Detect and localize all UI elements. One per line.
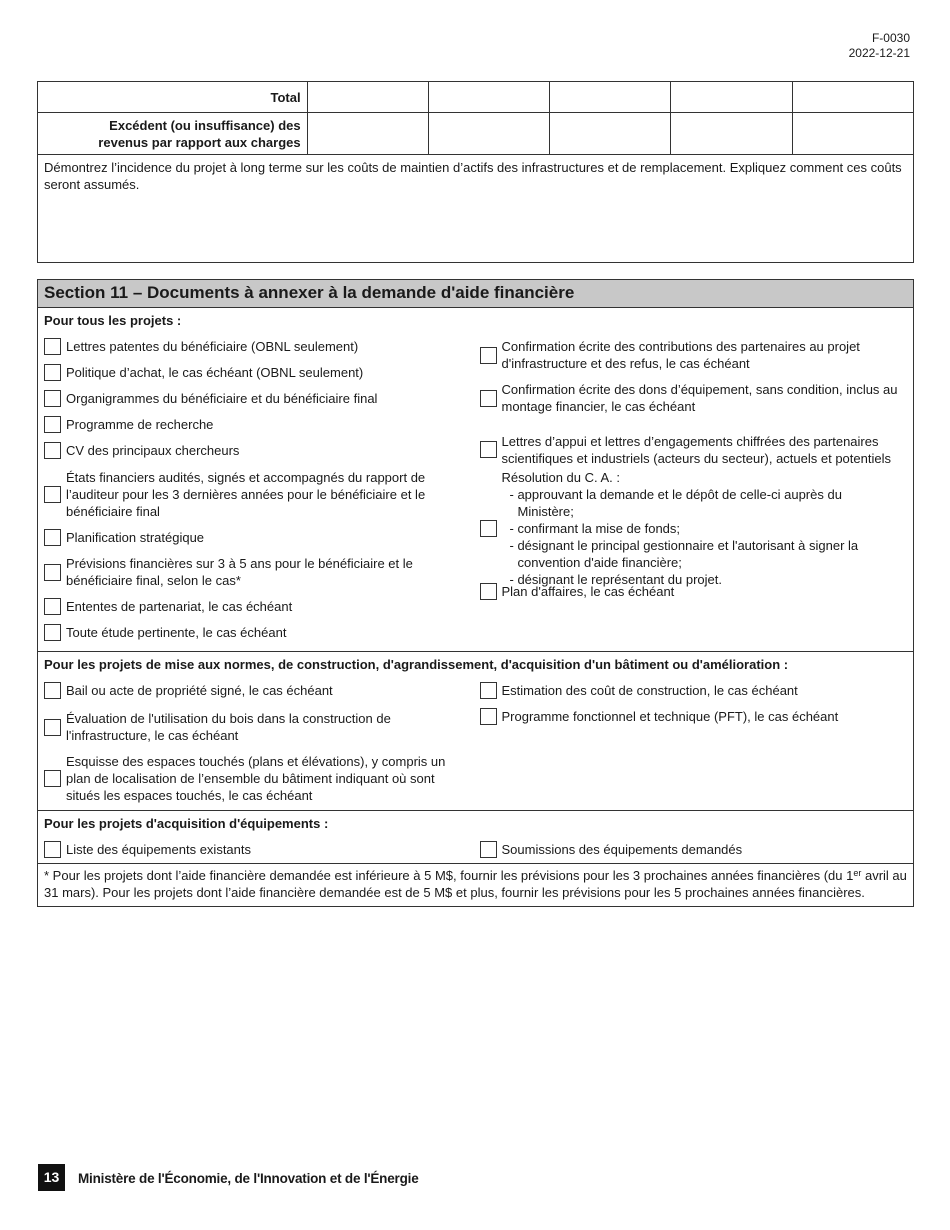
long-term-impact-question: Démontrez l’incidence du projet à long terme sur les coûts de maintien d’actifs des infrastructures et de remplacement. Expliquez comment ces coûts seront assumés. — [44, 160, 902, 192]
footnote-superscript: er — [853, 868, 862, 878]
checkbox-label: Programme fonctionnel et technique (PFT), le cas échéant — [501, 709, 839, 724]
footnote-part2: avril au 31 mars). Pour les projets dont l’aide financière demandée est de 5 M$ et plus, fournir les prévisions pour les 5 prochaines années financières. — [44, 868, 907, 900]
checkbox-label: Toute étude pertinente, le cas échéant — [66, 625, 287, 640]
surplus-cell-3[interactable] — [550, 113, 671, 155]
checkbox-item[interactable] — [44, 753, 476, 804]
left-column — [38, 682, 476, 804]
document-reference — [849, 31, 910, 61]
resolution-title: Résolution du C. A. : — [501, 469, 621, 485]
checkbox-item-resolution[interactable] — [480, 469, 914, 587]
checkbox-item[interactable] — [480, 381, 914, 415]
section-11 — [37, 279, 914, 907]
surplus-label-line1: Excédent (ou insuffisance) des — [109, 117, 301, 133]
right-column — [476, 338, 914, 641]
right-column — [476, 682, 914, 804]
resolution-bullet: - approuvant la demande et le dépôt de celle-ci auprès du — [509, 486, 842, 502]
ministry-name: Ministère de l'Économie, de l'Innovation et de l'Énergie — [78, 1171, 419, 1186]
checkbox-label: Liste des équipements existants — [66, 842, 251, 857]
checkbox-label: Bail ou acte de propriété signé, le cas échéant — [66, 683, 333, 698]
checkbox-item[interactable] — [44, 624, 476, 641]
checkbox[interactable] — [44, 486, 61, 503]
checkbox-label: Planification stratégique — [66, 530, 205, 545]
checkbox-item[interactable] — [44, 555, 476, 589]
total-cell-5[interactable] — [792, 82, 913, 113]
checkbox-item[interactable] — [44, 841, 476, 858]
group-title: Pour tous les projets : — [44, 313, 182, 328]
checkbox-label: Estimation des coût de construction, le cas échéant — [501, 683, 798, 698]
checkbox[interactable] — [44, 564, 61, 581]
section-title: Section 11 – Documents à annexer à la demande d'aide financière — [38, 280, 913, 308]
checkbox-label: Évaluation de l'utilisation du bois dans la construction de l'infrastructure, le cas échéant — [66, 711, 391, 743]
group-title: Pour les projets d'acquisition d'équipements : — [44, 816, 329, 831]
form-code: F-0030 — [871, 31, 910, 45]
surplus-cell-5[interactable] — [792, 113, 913, 155]
total-cell-1[interactable] — [307, 82, 428, 113]
checkbox-label: Soumissions des équipements demandés — [501, 842, 743, 857]
financial-table — [37, 81, 914, 263]
checkbox-item[interactable] — [44, 598, 476, 615]
checkbox-item[interactable] — [480, 708, 914, 725]
total-cell-3[interactable] — [550, 82, 671, 113]
resolution-text — [502, 469, 859, 588]
checkbox-label: Prévisions financières sur 3 à 5 ans pour le bénéficiaire et le bénéficiaire final, selon le cas* — [66, 556, 413, 588]
checkbox[interactable] — [44, 682, 61, 699]
checkbox[interactable] — [44, 598, 61, 615]
checkbox-item[interactable] — [44, 682, 476, 699]
page-number: 13 — [38, 1164, 65, 1191]
checkbox[interactable] — [44, 719, 61, 736]
checkbox-item[interactable] — [44, 529, 476, 546]
checkbox[interactable] — [44, 770, 61, 787]
group-title: Pour les projets de mise aux normes, de construction, d'agrandissement, d'acquisition d'un bâtiment ou d'amélioration : — [44, 657, 789, 672]
checkbox-label: Organigrammes du bénéficiaire et du bénéficiaire final — [66, 391, 378, 406]
table-row-surplus — [38, 113, 914, 155]
checkbox[interactable] — [44, 624, 61, 641]
checkbox-label: CV des principaux chercheurs — [66, 443, 240, 458]
checkbox[interactable] — [480, 441, 497, 458]
checkbox-item[interactable] — [44, 338, 476, 355]
checkbox-label: Confirmation écrite des contributions des partenaires au projet d'infrastructure et des refus, le cas échéant — [501, 339, 860, 371]
checkbox-item[interactable] — [480, 583, 914, 600]
left-column — [38, 841, 476, 858]
checkbox[interactable] — [480, 583, 497, 600]
long-term-impact-field[interactable] — [38, 155, 914, 263]
group-all-projects — [38, 308, 913, 652]
checkbox[interactable] — [480, 841, 497, 858]
checkbox[interactable] — [44, 416, 61, 433]
checkbox[interactable] — [44, 338, 61, 355]
total-cell-4[interactable] — [671, 82, 792, 113]
form-date: 2022-12-21 — [848, 46, 910, 60]
checkbox[interactable] — [480, 520, 497, 537]
checkbox[interactable] — [44, 442, 61, 459]
checkbox[interactable] — [480, 682, 497, 699]
checkbox-label: Programme de recherche — [66, 417, 214, 432]
checkbox[interactable] — [480, 390, 497, 407]
row-label-surplus — [38, 113, 308, 155]
table-row-question — [38, 155, 914, 263]
checkbox-label: Confirmation écrite des dons d’équipement, sans condition, inclus au montage financier, le cas échéant — [501, 382, 898, 414]
resolution-bullet-cont: Ministère; — [517, 503, 574, 519]
row-label-total: Total — [38, 82, 308, 113]
group-construction-projects — [38, 652, 913, 811]
checkbox-label: États financiers audités, signés et accompagnés du rapport de l’auditeur pour les 3 dernières années pour le bénéficiaire et le bénéficiaire final — [66, 470, 426, 519]
resolution-bullet: - désignant le principal gestionnaire et l'autorisant à signer la — [509, 537, 859, 553]
left-column — [38, 338, 476, 641]
checkbox-item[interactable] — [480, 424, 914, 475]
checkbox[interactable] — [44, 364, 61, 381]
checkbox-item[interactable] — [44, 416, 476, 433]
checkbox-item[interactable] — [44, 710, 476, 744]
checkbox-item[interactable] — [44, 364, 476, 381]
surplus-cell-1[interactable] — [307, 113, 428, 155]
checkbox-item[interactable] — [44, 390, 476, 407]
checkbox[interactable] — [480, 708, 497, 725]
checkbox-label: Politique d’achat, le cas échéant (OBNL seulement) — [66, 365, 364, 380]
checkbox-item[interactable] — [480, 338, 914, 372]
resolution-bullet: - désignant le représentant du projet. — [509, 571, 722, 587]
checkbox[interactable] — [44, 841, 61, 858]
footnote — [38, 864, 913, 906]
checkbox[interactable] — [480, 347, 497, 364]
surplus-cell-4[interactable] — [671, 113, 792, 155]
resolution-bullet: - confirmant la mise de fonds; — [509, 520, 681, 536]
checkbox-item[interactable] — [480, 841, 914, 858]
checkbox[interactable] — [44, 390, 61, 407]
checkbox-item[interactable] — [44, 442, 476, 459]
checkbox-label: Plan d'affaires, le cas échéant — [501, 584, 675, 599]
checkbox-label: Lettres patentes du bénéficiaire (OBNL seulement) — [66, 339, 359, 354]
table-row-total — [38, 82, 914, 113]
checkbox-label: Lettres d’appui et lettres d’engagements chiffrées des partenaires scientifiques et industriels (acteurs du secteur), actuels et potentiels — [501, 433, 891, 466]
checkbox[interactable] — [44, 529, 61, 546]
footnote-part1: * Pour les projets dont l’aide financière demandée est inférieure à 5 M$, fournir les prévisions pour les 3 prochaines années financières (du 1 — [44, 868, 854, 883]
surplus-label-line2: revenus par rapport aux charges — [98, 134, 301, 150]
total-cell-2[interactable] — [428, 82, 549, 113]
right-column — [476, 841, 914, 858]
checkbox-label: Esquisse des espaces touchés (plans et élévations), y compris un plan de localisation de l’ensemble du bâtiment indiquant où sont situés les espaces touchés, le cas échéant — [66, 754, 446, 803]
resolution-bullet-cont: convention d'aide financière; — [517, 554, 682, 570]
surplus-cell-2[interactable] — [428, 113, 549, 155]
checkbox-label: Ententes de partenariat, le cas échéant — [66, 599, 293, 614]
checkbox-item[interactable] — [480, 682, 914, 699]
group-equipment-projects — [38, 811, 913, 864]
checkbox-item[interactable] — [44, 469, 476, 520]
